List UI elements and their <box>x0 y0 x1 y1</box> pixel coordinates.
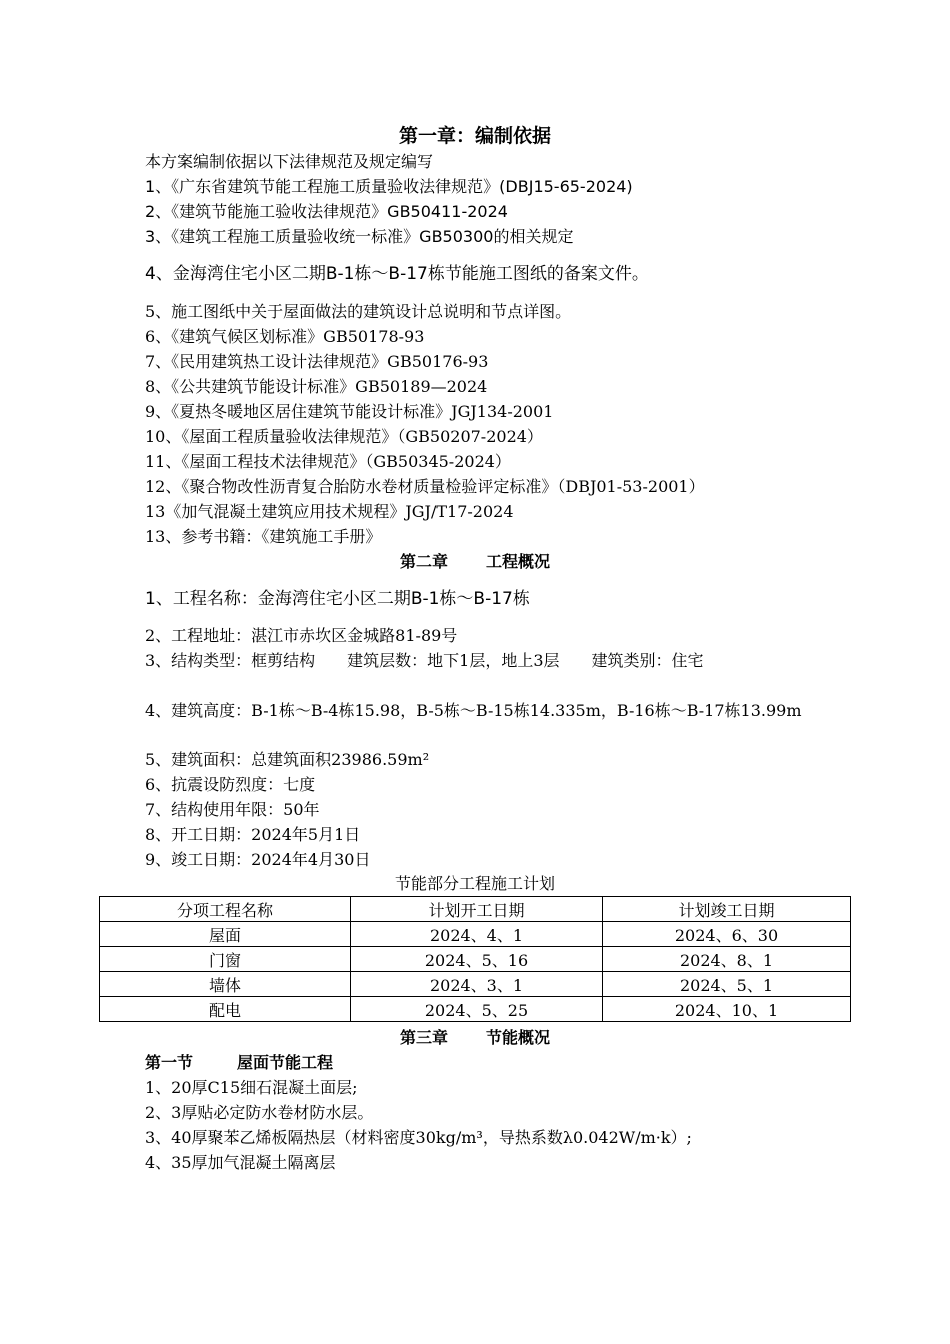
roof-item-4: 4、35厚加气混凝土隔离层 <box>145 1153 336 1172</box>
table-row <box>100 947 851 972</box>
cell-start: 2024、4、1 <box>351 922 603 947</box>
cell-end: 2024、8、1 <box>603 947 851 972</box>
section1-text: 屋面节能工程 <box>237 1053 334 1072</box>
cell-end: 2024、10、1 <box>603 997 851 1022</box>
basis-item-10: 10、《屋面工程质量验收法律规范》（GB50207-2024） <box>145 427 543 446</box>
chapter2-title-text: 工程概况 <box>486 552 551 571</box>
table-row <box>100 972 851 997</box>
basis-item-14: 13、参考书籍：《建筑施工手册》 <box>145 527 382 546</box>
basis-item-9: 9、《夏热冬暖地区居住建筑节能设计标准》JGJ134-2001 <box>145 402 554 421</box>
chapter3-title-number: 第三章 <box>399 1028 448 1047</box>
overview-item-2: 2、工程地址：湛江市赤坎区金城路81-89号 <box>145 626 458 645</box>
table-row <box>100 922 851 947</box>
chapter3-title-text: 节能概况 <box>486 1028 551 1047</box>
chapter1-intro: 本方案编制依据以下法律规范及规定编写 <box>145 152 434 171</box>
overview-item-8: 8、开工日期：2024年5月1日 <box>145 825 361 844</box>
header-start: 计划开工日期 <box>351 897 603 922</box>
schedule-table <box>99 896 851 1022</box>
cell-end: 2024、6、30 <box>603 922 851 947</box>
roof-item-1: 1、20厚C15细石混凝土面层; <box>145 1078 358 1097</box>
cell-start: 2024、5、25 <box>351 997 603 1022</box>
basis-item-5: 5、施工图纸中关于屋面做法的建筑设计总说明和节点详图。 <box>145 302 572 321</box>
header-item: 分项工程名称 <box>100 897 351 922</box>
basis-item-12: 12、《聚合物改性沥青复合胎防水卷材质量检验评定标准》（DBJ01-53-2001） <box>145 477 705 496</box>
cell-start: 2024、3、1 <box>351 972 603 997</box>
roof-item-3: 3、40厚聚苯乙烯板隔热层（材料密度30kg/m³，导热系数λ0.042W/m·k）; <box>145 1128 692 1147</box>
section1-number: 第一节 <box>145 1053 194 1072</box>
chapter1-title: 第一章：编制依据 <box>398 125 551 147</box>
overview-item-4: 4、建筑高度：B-1栋～B-4栋15.98，B-5栋～B-15栋14.335m，B-16栋～B-17栋13.99m <box>145 701 802 720</box>
roof-item-2: 2、3厚贴必定防水卷材防水层。 <box>145 1103 374 1122</box>
basis-item-11: 11、《屋面工程技术法律规范》（GB50345-2024） <box>145 452 511 471</box>
cell-end: 2024、5、1 <box>603 972 851 997</box>
overview-item-5: 5、建筑面积：总建筑面积23986.59m² <box>145 750 430 769</box>
basis-item-7: 7、《民用建筑热工设计法律规范》GB50176-93 <box>145 352 489 371</box>
schedule-caption: 节能部分工程施工计划 <box>394 874 555 893</box>
cell-item: 门窗 <box>100 947 351 972</box>
cell-item: 墙体 <box>100 972 351 997</box>
chapter2-title-number: 第二章 <box>399 552 448 571</box>
header-end: 计划竣工日期 <box>603 897 851 922</box>
basis-item-6: 6、《建筑气候区划标准》GB50178-93 <box>145 327 425 346</box>
overview-item-9: 9、竣工日期：2024年4月30日 <box>145 850 371 869</box>
section1-title <box>145 1051 333 1075</box>
basis-item-1: 1、《广东省建筑节能工程施工质量验收法律规范》(DBJ15-65-2024) <box>145 177 633 196</box>
table-header-row <box>100 897 851 922</box>
cell-item: 屋面 <box>100 922 351 947</box>
overview-item-6: 6、抗震设防烈度：七度 <box>145 775 316 794</box>
basis-item-13: 13《加气混凝土建筑应用技术规程》JGJ/T17-2024 <box>145 502 514 521</box>
basis-item-2: 2、《建筑节能施工验收法律规范》GB50411-2024 <box>145 202 508 221</box>
basis-item-3: 3、《建筑工程施工质量验收统一标准》GB50300的相关规定 <box>145 227 574 246</box>
overview-item-3: 3、结构类型：框剪结构 建筑层数：地下1层，地上3层 建筑类别：住宅 <box>145 651 704 670</box>
cell-item: 配电 <box>100 997 351 1022</box>
table-row <box>100 997 851 1022</box>
basis-item-8: 8、《公共建筑节能设计标准》GB50189—2024 <box>145 377 488 396</box>
cell-start: 2024、5、16 <box>351 947 603 972</box>
basis-item-4: 4、金海湾住宅小区二期B-1栋～B-17栋节能施工图纸的备案文件。 <box>145 264 649 284</box>
overview-item-7: 7、结构使用年限：50年 <box>145 800 320 819</box>
chapter2-title <box>0 550 950 574</box>
chapter3-title <box>0 1026 950 1050</box>
overview-item-1: 1、工程名称：金海湾住宅小区二期B-1栋～B-17栋 <box>145 589 530 609</box>
